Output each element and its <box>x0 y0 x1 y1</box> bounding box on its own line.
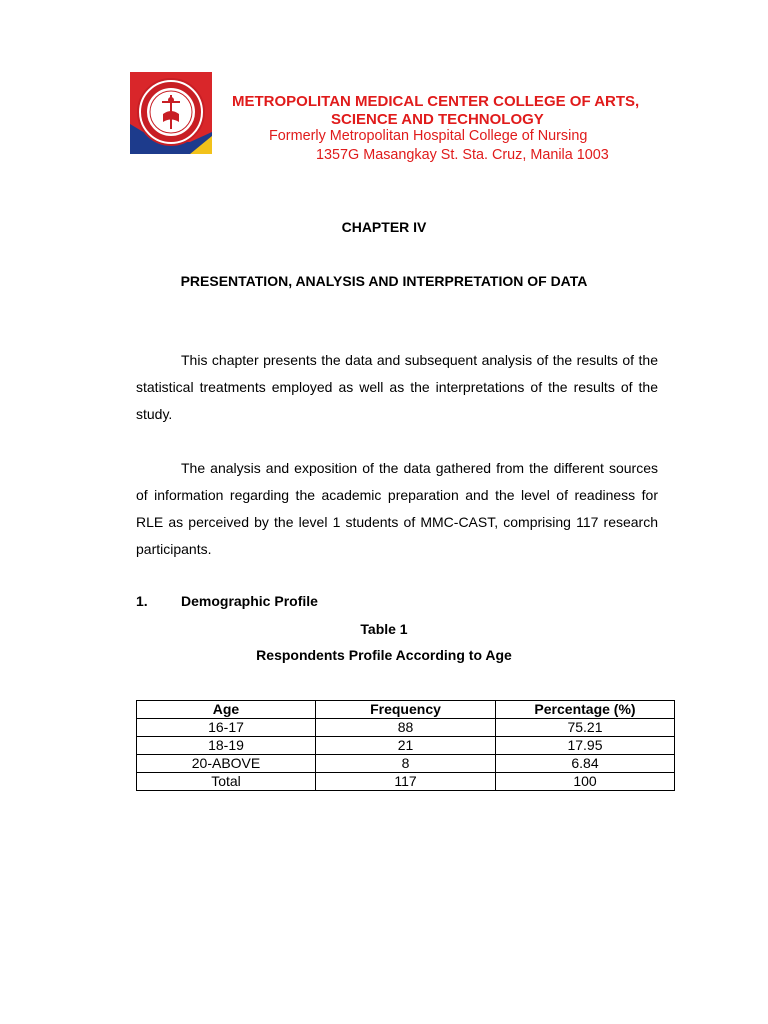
section-title: Demographic Profile <box>181 593 318 609</box>
cell-age: 20-ABOVE <box>137 755 316 773</box>
chapter-label: CHAPTER IV <box>341 219 427 235</box>
intro-paragraph: This chapter presents the data and subsequent analysis of the results of the statistical treatments employed as well as the interpretations of the results of the study. <box>136 352 658 422</box>
table-row <box>137 719 675 737</box>
college-seal-logo <box>130 72 212 154</box>
age-profile-table <box>136 700 675 791</box>
institution-name-line2: SCIENCE AND TECHNOLOGY <box>331 111 544 128</box>
header-frequency: Frequency <box>316 701 496 719</box>
address: 1357G Masangkay St. Sta. Cruz, Manila 1003 <box>316 147 609 163</box>
cell-percentage: 17.95 <box>496 737 675 755</box>
institution-name-line1: METROPOLITAN MEDICAL CENTER COLLEGE OF ARTS, <box>232 93 640 110</box>
cell-age: 16-17 <box>137 719 316 737</box>
table-total-row <box>137 773 675 791</box>
header-age: Age <box>137 701 316 719</box>
cell-percentage: 6.84 <box>496 755 675 773</box>
cell-frequency: 21 <box>316 737 496 755</box>
cell-age: Total <box>137 773 316 791</box>
former-name: Formerly Metropolitan Hospital College of Nursing <box>269 128 588 144</box>
section-number: 1. <box>136 593 148 609</box>
table-caption: Respondents Profile According to Age <box>256 647 512 663</box>
cell-percentage: 75.21 <box>496 719 675 737</box>
header-percentage: Percentage (%) <box>496 701 675 719</box>
table-label: Table 1 <box>360 621 408 637</box>
section-heading <box>136 593 318 609</box>
cell-frequency: 88 <box>316 719 496 737</box>
cell-percentage: 100 <box>496 773 675 791</box>
table-header-row <box>137 701 675 719</box>
analysis-paragraph: The analysis and exposition of the data gathered from the different sources of information regarding the academic preparation and the level of readiness for RLE as perceived by the level 1 students of MMC-CAST, comprising 117 research participants. <box>136 460 658 557</box>
table-row <box>137 755 675 773</box>
table-row <box>137 737 675 755</box>
cell-frequency: 117 <box>316 773 496 791</box>
chapter-title: PRESENTATION, ANALYSIS AND INTERPRETATION OF DATA <box>180 273 588 289</box>
cell-frequency: 8 <box>316 755 496 773</box>
cell-age: 18-19 <box>137 737 316 755</box>
